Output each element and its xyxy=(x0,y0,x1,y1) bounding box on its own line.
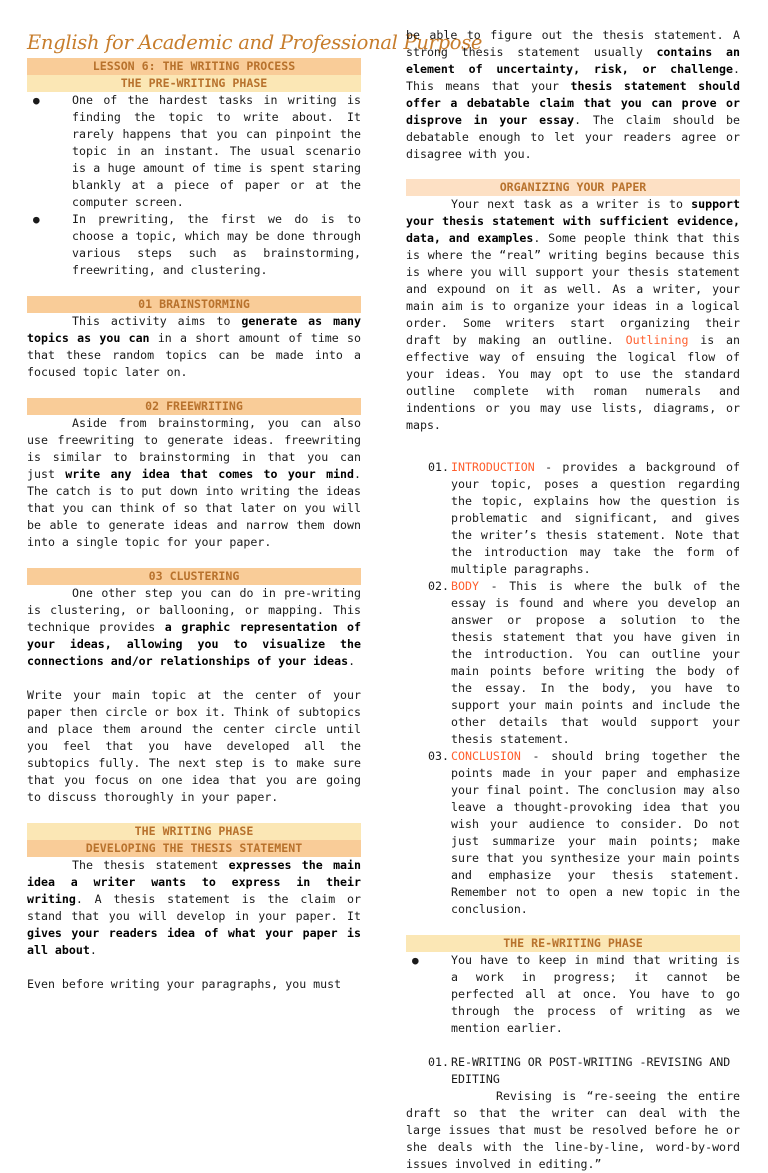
bullet-icon: ● xyxy=(33,94,40,107)
organizing-paragraph: Your next task as a writer is to support your thesis statement with sufficient evidence, data, and examples. Some people think that this is where the “real” writing begins because this is where you will support your thesis statement and expound on it as well. As a writer, your main aim is to organize your ideas in a logical order. Some writers start organizing their draft by making an outline. Outlining is an effective way of ensuing the logical flow of your ideas. You may opt to use the standard outline complete with roman numerals and indentions or you may use lists, diagrams, or maps. xyxy=(406,197,741,432)
brainstorming-paragraph: This activity aims to generate as many topics as you can in a short amount of time so that these random topics can be made into a focused topic later on. xyxy=(27,314,362,379)
list-item: 03. CONCLUSION - should bring together the points made in your paper and emphasize your final point. The conclusion may also leave a thought-provoking idea that you wish your audience to consider. Do not just summarize your main points; make sure that you synthesize your main points and emphasize your thesis statement. Remember not to open a new topic in the conclusion. xyxy=(428,749,740,916)
prewriting-bullets xyxy=(27,92,361,279)
brainstorming-heading: 01 BRAINSTORMING xyxy=(27,296,361,313)
clustering-heading: 03 CLUSTERING xyxy=(27,568,361,585)
clustering-paragraph: One other step you can do in pre-writing is clustering, or ballooning, or mapping. This technique provides a graphic representation of your ideas, allowing you to visualize the connections and/or relationships of your ideas. xyxy=(27,586,362,668)
right-column xyxy=(406,0,740,1173)
thesis-paragraph-2: Even before writing your paragraphs, you must xyxy=(27,977,342,991)
clustering-paragraph-2: Write your main topic at the center of your paper then circle or box it. Think of subtopics and place them around the center circle until you feel that you have developed all the subtopics fully. The next step is to make sure that you focus on one idea that you are going to discuss thoroughly in your paper. xyxy=(27,688,361,804)
list-item: 01. INTRODUCTION - provides a background of your topic, poses a question regarding the topic, explains how the question is problematic and significant, and gives the writer’s thesis statement. Note that the introduction may take the form of multiple paragraphs. xyxy=(428,460,740,576)
rewriting-list xyxy=(406,1054,740,1088)
bullet-icon: ● xyxy=(33,213,40,226)
thesis-paragraph: The thesis statement expresses the main idea a writer wants to express in their writing. A thesis statement is the claim or stand that you will develop in your paper. It gives your readers idea of what your paper is all about. xyxy=(27,858,361,957)
freewriting-paragraph: Aside from brainstorming, you can also use freewriting to generate ideas. freewriting is similar to brainstorming in that you can just write any idea that comes to your mind. The catch is to put down into writing the ideas that you can think of so that later on you will be able to generate ideas and narrow them down into a single topic for your paper. xyxy=(27,416,361,549)
prewriting-heading: THE PRE-WRITING PHASE xyxy=(27,75,361,92)
revising-paragraph: Revising is “re-seeing the entire draft so that the writer can deal with the large issues that must be resolved before he or she deals with the line-by-line, word-by-word issues involved in editing.” xyxy=(406,1089,740,1171)
writing-phase-heading: THE WRITING PHASE xyxy=(27,823,361,840)
bullet-icon: ● xyxy=(412,954,419,967)
list-item: 01. RE-WRITING OR POST-WRITING -REVISING AND EDITING xyxy=(428,1055,731,1086)
list-item: ● You have to keep in mind that writing is a work in progress; it cannot be perfected all at once. You have to go through the process of writing as we mention earlier. xyxy=(412,953,740,1035)
organizing-heading: ORGANIZING YOUR PAPER xyxy=(406,179,740,196)
document-title: English for Academic and Professional Purpose xyxy=(27,31,483,54)
thesis-heading: DEVELOPING THE THESIS STATEMENT xyxy=(27,840,361,857)
left-column xyxy=(27,0,483,993)
list-item: ● One of the hardest tasks in writing is finding the topic to write about. It rarely happens that you can pinpoint the topic in an instant. The usual scenario is a huge amount of time is spent staring blankly at a piece of paper or at the computer screen. xyxy=(33,93,361,209)
outline-list xyxy=(406,459,740,918)
rewriting-heading: THE RE-WRITING PHASE xyxy=(406,935,740,952)
list-item: ● In prewriting, the first we do is to choose a topic, which may be done through various steps such as brainstorming, freewriting, and clustering. xyxy=(33,212,361,277)
freewriting-heading: 02 FREEWRITING xyxy=(27,398,361,415)
list-item: 02. BODY - This is where the bulk of the essay is found and where you develop an answer or propose a solution to the thesis statement that you have given in the introduction. You can outline your main points before writing the body of the essay. In the body, you have to support your main points and include the other details that would support your thesis statement. xyxy=(428,579,740,746)
thesis-paragraph-continued: be able to figure out the thesis statement. A strong thesis statement usually contains an element of uncertainty, risk, or challenge. This means that your thesis statement should offer a debatable claim that you can prove or disprove in your essay. The claim should be debatable enough to let your readers agree or disagree with you. xyxy=(406,28,740,161)
rewriting-bullets xyxy=(406,952,740,1037)
lesson-band: LESSON 6: THE WRITING PROCESS xyxy=(27,58,361,75)
